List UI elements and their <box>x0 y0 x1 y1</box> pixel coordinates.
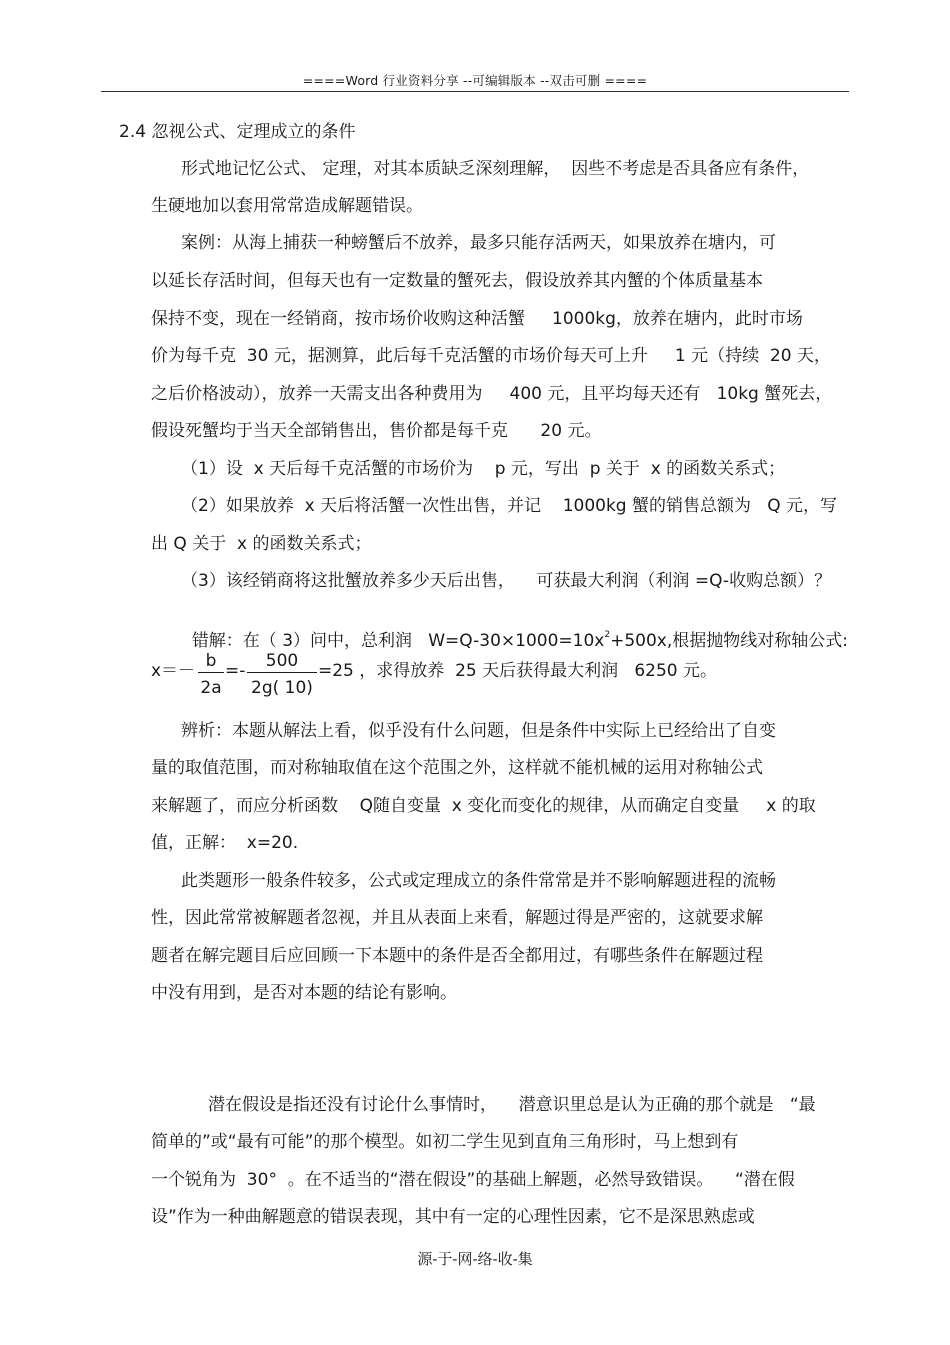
para1-line1: 形式地记忆公式、 定理，对其本质缺乏深刻理解， 因些不考虑是否具备应有条件， <box>181 159 810 179</box>
case-line5: 之后价格波动），放养一天需支出各种费用为 400 元，且平均每天还有 10kg 蟹死去， <box>151 384 833 404</box>
para1-line2: 生硬地加以套用常常造成解题错误。 <box>151 196 423 216</box>
fraction1-bar <box>198 672 224 673</box>
latent-line3: 一个锐角为 30° 。在不适当的“潜在假设”的基础上解题，必然导致错误。 “潜在假 <box>151 1170 795 1190</box>
summary-line4: 中没有用到，是否对本题的结论有影响。 <box>151 983 457 1003</box>
wrong-solution-rest: +500x,根据抛物线对称轴公式: <box>610 631 848 651</box>
fraction2-denominator: 2g( 10) <box>251 678 313 698</box>
summary-line2: 性，因此常常被解题者忽视，并且从表面上来看，解题过得是严密的，这就要求解 <box>151 908 763 928</box>
summary-line1: 此类题形一般条件较多，公式或定理成立的条件常常是并不影响解题进程的流畅 <box>181 871 776 891</box>
header-divider <box>101 91 849 92</box>
case-line6: 假设死蟹均于当天全部销售出，售价都是每千克 20 元。 <box>151 421 602 441</box>
question-3: （3）该经销商将这批蟹放养多少天后出售， 可获最大利润（利润 =Q-收购总额）？ <box>181 571 832 591</box>
exponent: 2 <box>604 630 611 640</box>
analysis-line3: 来解题了，而应分析函数 Q随自变量 x 变化而变化的规律，从而确定自变量 x 的取 <box>151 796 816 816</box>
equation-prefix: x＝－ <box>151 661 196 681</box>
fraction1-numerator: b <box>205 651 217 671</box>
page-header: ====Word 行业资料分享 --可编辑版本 --双击可删 ==== <box>302 73 648 88</box>
analysis-line2: 量的取值范围，而对称轴取值在这个范围之外，这样就不能机械的运用对称轴公式 <box>151 758 763 778</box>
fraction2-bar <box>247 672 317 673</box>
latent-line2: 简单的”或“最有可能”的那个模型。如初二学生见到直角三角形时，马上想到有 <box>151 1132 739 1152</box>
summary-line3: 题者在解完题目后应回顾一下本题中的条件是否全都用过，有哪些条件在解题过程 <box>151 946 763 966</box>
latent-line1: 潜在假设是指还没有讨论什么事情时， 潜意识里总是认为正确的那个就是 “最 <box>208 1095 816 1115</box>
analysis-line1: 辨析：本题从解法上看，似乎没有什么问题，但是条件中实际上已经给出了自变 <box>181 721 776 741</box>
equation-suffix: =25 ，求得放养 25 天后获得最大利润 6250 元。 <box>318 661 718 681</box>
wrong-solution-text: 错解：在（ 3）问中，总利润 W=Q-30×1000=10x <box>191 631 605 651</box>
case-line1: 案例：从海上捕获一种螃蟹后不放养，最多只能存活两天，如果放养在塘内，可 <box>181 233 776 253</box>
equation-mid: =- <box>225 661 246 681</box>
page-footer: 源-于-网-络-收-集 <box>417 1250 533 1268</box>
question-1: （1）设 x 天后每千克活蟹的市场价为 p 元，写出 p 关于 x 的函数关系式； <box>181 459 786 479</box>
case-line2: 以延长存活时间，但每天也有一定数量的蟹死去，假设放养其内蟹的个体质量基本 <box>151 271 763 291</box>
section-heading: 2.4 忽视公式、定理成立的条件 <box>119 122 356 142</box>
question-2-line2: 出 Q 关于 x 的函数关系式； <box>151 534 372 554</box>
analysis-line4: 值，正解： x=20. <box>151 833 299 853</box>
question-2-line1: （2）如果放养 x 天后将活蟹一次性出售，并记 1000kg 蟹的销售总额为 Q 元，写 <box>181 496 838 516</box>
fraction1-denominator: 2a <box>200 678 222 698</box>
latent-line4: 设”作为一种曲解题意的错误表现，其中有一定的心理性因素，它不是深思熟虑或 <box>151 1207 755 1227</box>
wrong-solution-intro <box>181 608 848 655</box>
fraction2-numerator: 500 <box>265 651 299 671</box>
case-line4: 价为每千克 30 元，据测算，此后每千克活蟹的市场价每天可上升 1 元（持续 20 天， <box>151 346 831 366</box>
case-line3: 保持不变，现在一经销商，按市场价收购这种活蟹 1000kg，放养在塘内，此时市场 <box>151 309 803 329</box>
